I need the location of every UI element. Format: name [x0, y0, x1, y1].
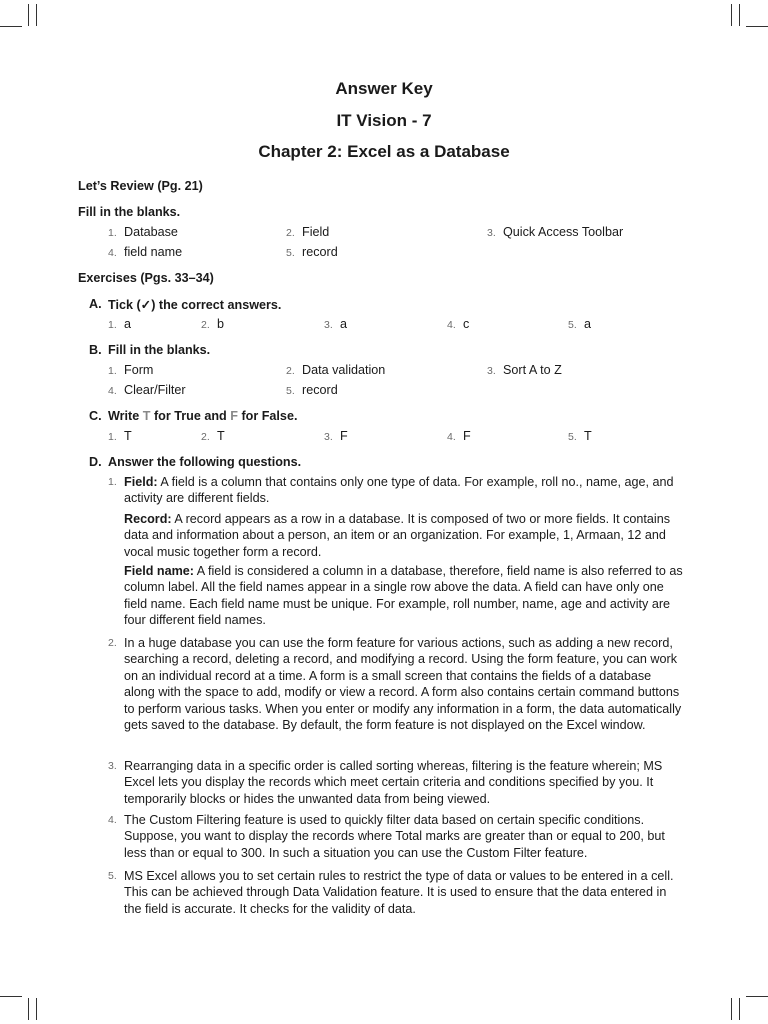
list-item: 5. T — [568, 429, 592, 443]
crop-mark — [731, 998, 732, 1020]
list-item: 4. c — [447, 317, 470, 331]
list-item: 1. a — [108, 317, 132, 331]
question-number: 1. — [108, 476, 117, 488]
answer-paragraph: The Custom Filtering feature is used to quickly filter data based on certain specific conditions. Suppose, you want to display the records where Total marks are greater than or equal to 200, but less than or equal to 300. In such a situation you can use the Custom Filter feature. — [124, 813, 665, 860]
list-item: 2. Field — [286, 225, 330, 239]
list-item: 3. a — [324, 317, 348, 331]
section-d-label: D. — [89, 455, 102, 469]
review-heading: Let’s Review (Pg. 21) — [78, 179, 203, 193]
crop-mark — [36, 4, 37, 26]
list-item: 5. record — [286, 245, 338, 259]
section-b-heading: Fill in the blanks. — [108, 343, 211, 357]
review-fill-heading: Fill in the blanks. — [78, 205, 181, 219]
crop-mark — [0, 26, 22, 27]
crop-mark — [731, 4, 732, 26]
page-title: Answer Key — [335, 79, 433, 98]
crop-mark — [28, 4, 29, 26]
chapter-title: Chapter 2: Excel as a Database — [258, 142, 510, 161]
question-number: 5. — [108, 870, 117, 882]
question-number: 4. — [108, 814, 117, 826]
list-item: 4. Clear/Filter — [108, 383, 186, 397]
question-number: 3. — [108, 760, 117, 772]
list-item: 1. T — [108, 429, 132, 443]
question-number: 2. — [108, 637, 117, 649]
crop-mark — [28, 998, 29, 1020]
crop-mark — [739, 998, 740, 1020]
section-b-label: B. — [89, 343, 102, 357]
list-item: 1. Form — [108, 363, 154, 377]
list-item: 3. Quick Access Toolbar — [487, 225, 624, 239]
answer-field-name: Field name: A field is considered a column in a database, therefore, field name is also referred to as column label. All the field names appear in a single row above the data. A field can have only one field name. Each field name must be unique. For example, roll number, name, age and activity are four different field names. — [124, 564, 683, 628]
list-item: 4. F — [447, 429, 471, 443]
list-item: 1. Database — [108, 225, 178, 239]
crop-mark — [739, 4, 740, 26]
list-item: 4. field name — [108, 245, 183, 259]
crop-mark — [746, 26, 768, 27]
list-item: 2. T — [201, 429, 225, 443]
exercises-heading: Exercises (Pgs. 33–34) — [78, 271, 214, 285]
section-a-label: A. — [89, 297, 102, 311]
crop-mark — [0, 996, 22, 997]
list-item: 3. Sort A to Z — [487, 363, 562, 377]
crop-mark — [746, 996, 768, 997]
list-item: 5. a — [568, 317, 592, 331]
section-c-label: C. — [89, 409, 102, 423]
list-item: 3. F — [324, 429, 348, 443]
answer-paragraph: In a huge database you can use the form feature for various actions, such as adding a new record, searching a record, deleting a record, and modifying a record. Using the form feature, you can work on an individual record at a time. A form is a small screen that contains the fields of a database along with the space to add, modify or view a record. A form also contains certain command buttons to perform various tasks. When you enter or modify any information in a form, the data automatically gets saved to the database. By default, the form feature is not displayed on the Excel window. — [124, 636, 682, 733]
answer-record: Record: A record appears as a row in a database. It is composed of two or more fields. It contains data and information about a person, an item or an organization. For example, 1, Armaan, 12 and vocal music together form a record. — [124, 512, 671, 559]
crop-mark — [36, 998, 37, 1020]
section-d-heading: Answer the following questions. — [108, 455, 302, 469]
section-a-heading: Tick (✓) the correct answers. — [108, 298, 282, 312]
answer-field: Field: A field is a column that contains only one type of data. For example, roll no., name, age, and activity are different fields. — [124, 475, 674, 506]
answer-paragraph: Rearranging data in a specific order is called sorting whereas, filtering is the feature wherein; MS Excel lets you display the records which meet certain criteria and conditions specified by you. It temporarily blocks or hides the unwanted data from being viewed. — [124, 759, 663, 806]
book-title: IT Vision - 7 — [336, 111, 432, 130]
answer-paragraph: MS Excel allows you to set certain rules to restrict the type of data or values to be entered in a cell. This can be achieved through Data Validation feature. It is used to ensure that the data entered in the field is accurate. It checks for the validity of data. — [124, 869, 674, 916]
list-item: 2. b — [201, 317, 225, 331]
list-item: 2. Data validation — [286, 363, 386, 377]
section-c-heading: Write T for True and F for False. — [108, 409, 298, 423]
list-item: 5. record — [286, 383, 338, 397]
